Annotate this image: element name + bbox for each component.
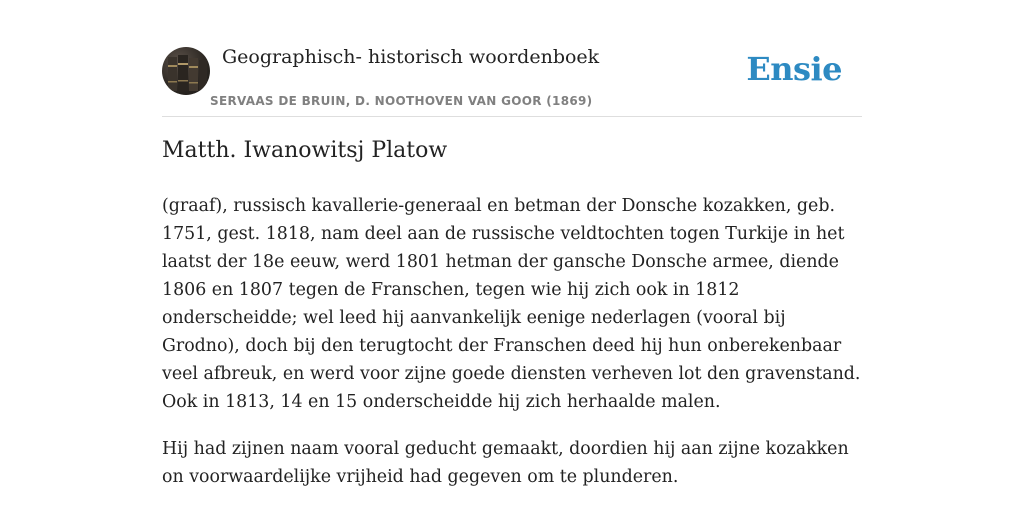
- entry-body: [162, 192, 862, 510]
- entry-title: Matth. Iwanowitsj Platow: [162, 138, 448, 163]
- book-spines-icon: [162, 47, 210, 95]
- entry-paragraph: (graaf), russisch kavallerie-generaal en betman der Donsche kozakken, geb. 1751, gest. 1818, nam deel aan de russische veldtochten togen Turkije in het laatst der 18e eeuw, werd 1801 hetman der gansche Donsche armee, diende 1806 en 1807 tegen de Franschen, tegen wie hij zich ook in 1812 onderscheidde; wel leed hij aanvankelijk eenige nederlagen (vooral bij Grodno), doch bij den terugtocht der Franschen deed hij hun onberekenbaar veel afbreuk, en werd voor zijne goede diensten verheven lot den gravenstand. Ook in 1813, 14 en 15 onderscheidde hij zich herhaalde malen.: [162, 196, 861, 412]
- ensie-logo[interactable]: Ensie: [746, 50, 842, 88]
- book-title[interactable]: Geographisch- historisch woordenboek: [222, 46, 600, 68]
- book-header: [162, 40, 862, 117]
- book-cover-icon[interactable]: [162, 47, 210, 95]
- book-authors: SERVAAS DE BRUIN, D. NOOTHOVEN VAN GOOR (1869): [210, 94, 593, 108]
- entry-paragraph: Hij had zijnen naam vooral geducht gemaakt, doordien hij aan zijne kozakken on voorwaardelijke vrijheid had gegeven om te plunderen.: [162, 439, 849, 487]
